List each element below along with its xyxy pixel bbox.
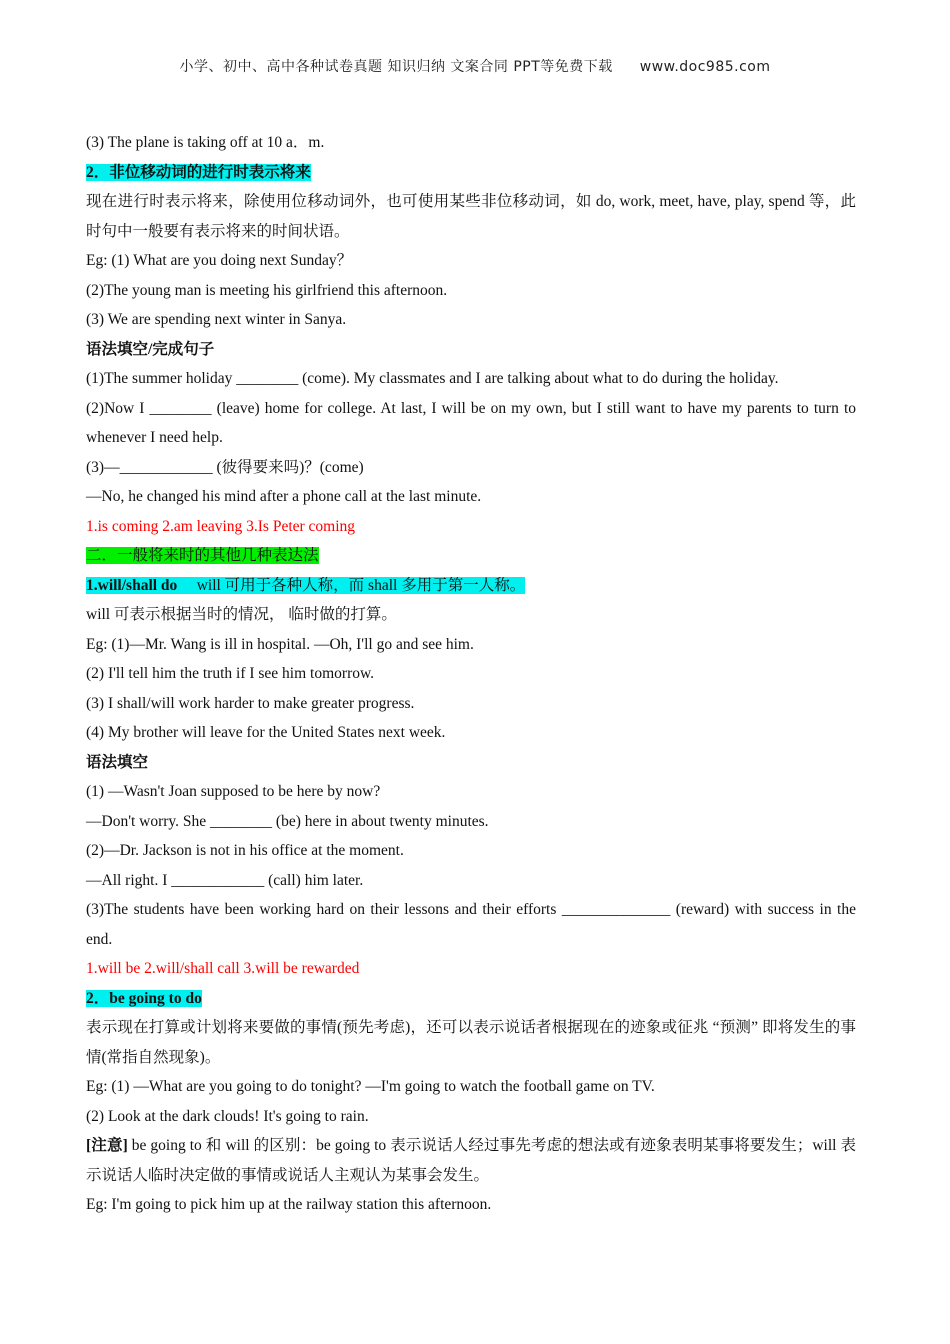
example-line: (2) I'll tell him the truth if I see him tomorrow. bbox=[86, 665, 375, 682]
subsection-note: will 可用于各种人称，而 shall 多用于第一人称。 bbox=[196, 576, 526, 594]
example-line: Eg: I'm going to pick him up at the railway station this afternoon. bbox=[86, 1196, 492, 1213]
exercise-line: (3)—____________ (彼得要来吗)？(come) bbox=[86, 458, 364, 476]
exercise-line: (2)—Dr. Jackson is not in his office at the moment. bbox=[86, 842, 404, 859]
header-title: 小学、初中、高中各种试卷真题 知识归纳 文案合同 PPT等免费下载 bbox=[179, 59, 613, 75]
paragraph: 表示现在打算或计划将来要做的事情(预先考虑)，还可以表示说话者根据现在的迹象或征兆 “预测” 即将发生的事情(常指自然现象)。 bbox=[86, 1019, 856, 1066]
paragraph: will 可表示根据当时的情况， 临时做的打算。 bbox=[86, 606, 397, 623]
exercise-line: (2)Now I ________ (leave) home for college. At last, I will be on my own, but I still want to have my parents to turn to whenever I need help. bbox=[86, 399, 856, 446]
example-line: (2) Look at the dark clouds! It's going to rain. bbox=[86, 1107, 369, 1125]
example-line: Eg: (1)—Mr. Wang is ill in hospital. —Oh, I'll go and see him. bbox=[86, 635, 474, 653]
subsection-title: 1.will/shall do bbox=[86, 576, 178, 594]
header-site-link[interactable]: www.doc985.com bbox=[639, 59, 771, 75]
exercise-line: (1) —Wasn't Joan supposed to be here by now? bbox=[86, 783, 381, 800]
exercise-line: —No, he changed his mind after a phone call at the last minute. bbox=[86, 488, 482, 505]
example-line: (3) We are spending next winter in Sanya. bbox=[86, 311, 347, 328]
note-paragraph bbox=[86, 1131, 856, 1190]
example-line: (3) The plane is taking off at 10 a．m. bbox=[86, 134, 325, 151]
note-text: be going to 和 will 的区别：be going to 表示说话人经过事先考虑的想法或有迹象表明某事将要发生；will 表示说话人临时决定做的事情或说话人主观认为某事会发生。 bbox=[86, 1137, 856, 1184]
example-line: Eg: (1) What are you doing next Sunday？ bbox=[86, 252, 353, 269]
exercise-line: —Don't worry. She ________ (be) here in about twenty minutes. bbox=[86, 812, 489, 830]
answer-line: 1.will be 2.will/shall call 3.will be rewarded bbox=[86, 960, 360, 977]
example-line: (4) My brother will leave for the United States next week. bbox=[86, 724, 446, 741]
section-heading bbox=[86, 541, 856, 571]
example-line: Eg: (1) —What are you going to do tonight? —I'm going to watch the football game on TV. bbox=[86, 1078, 655, 1095]
example-line: (2)The young man is meeting his girlfriend this afternoon. bbox=[86, 281, 448, 299]
subsection-heading bbox=[86, 984, 856, 1014]
exercise-line: —All right. I ____________ (call) him later. bbox=[86, 871, 364, 889]
note-label: [注意] bbox=[86, 1137, 128, 1154]
subsection-heading bbox=[86, 571, 856, 601]
exercise-line: (1)The summer holiday ________ (come). My classmates and I are talking about what to do during the holiday. bbox=[86, 370, 779, 387]
exercise-heading: 语法填空 bbox=[86, 753, 149, 771]
section-heading bbox=[86, 158, 856, 188]
heading-highlight: 二．一般将来时的其他几种表达法 bbox=[86, 547, 319, 564]
exercise-heading: 语法填空/完成句子 bbox=[86, 340, 215, 358]
answer-line: 1.is coming 2.am leaving 3.Is Peter coming bbox=[86, 517, 356, 535]
page-header bbox=[0, 56, 950, 76]
example-line: (3) I shall/will work harder to make greater progress. bbox=[86, 694, 415, 712]
heading-highlight bbox=[86, 577, 525, 594]
heading-highlight: 2．be going to do bbox=[86, 989, 202, 1007]
exercise-line: (3)The students have been working hard on their lessons and their efforts ______________ (reward) with success in the end. bbox=[86, 901, 856, 948]
heading-highlight: 2．非位移动词的进行时表示将来 bbox=[86, 163, 311, 181]
document-body bbox=[86, 128, 856, 1220]
paragraph: 现在进行时表示将来，除使用位移动词外，也可使用某些非位移动词，如 do, work, meet, have, play, spend 等，此时句中一般要有表示将来的时间状语。 bbox=[86, 193, 856, 240]
